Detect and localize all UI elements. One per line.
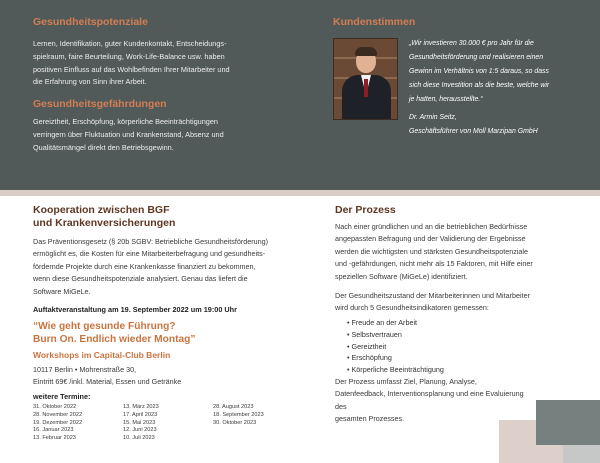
indicator-label: Selbstvertrauen: [351, 329, 402, 339]
text-line: Der Gesundheitszustand der Mitarbeiterinnen und Mitarbeiter: [335, 291, 530, 300]
portrait-hair: [355, 47, 377, 56]
date-item: 28. August 2023: [213, 404, 254, 410]
list-item: • Freude an der Arbeit: [347, 318, 418, 327]
date-item: 28. November 2022: [33, 411, 83, 418]
author-name: Dr. Armin Seitz,: [409, 114, 457, 121]
dates-column-1: [33, 404, 82, 443]
text-line: die Erfahrung von Sinn ihrer Arbeit.: [33, 77, 147, 87]
list-item: • Erschöpfung: [347, 353, 392, 363]
heading-line: Kooperation zwischen BGF: [33, 204, 170, 216]
text-line: Qualitätsmängel direkt den Betriebsgewinn.: [33, 142, 174, 152]
indicator-label: Gereiztheit: [351, 341, 387, 351]
text-line: Datenfeedback, Interventionsplanung und eine Evaluierung des: [335, 389, 524, 411]
text-line: positiven Einfluss auf das Wohlbefinden Ihrer Mitarbeiter und: [33, 64, 230, 74]
kickoff-event: Auftaktveranstaltung am 19. September 2022 um 19:00 Uhr: [33, 305, 237, 314]
portrait-tie: [364, 79, 368, 97]
paragraph-kooperation: [33, 236, 323, 298]
event-title: [33, 320, 195, 346]
dates-heading: weitere Termine:: [33, 392, 91, 401]
event-title-line: “Wie geht gesunde Führung?: [33, 321, 176, 332]
text-line: wenn diese Gesundheitspotenziale analysiert. Genau das liefert die: [33, 274, 248, 284]
event-title-line: Burn On. Endlich wieder Montag”: [33, 334, 196, 345]
indicator-label: Körperliche Beeinträchtigung: [351, 365, 444, 375]
text-line: und -gefährdungen, nicht mehr als 15 Faktoren, mit Hilfe einer: [335, 259, 533, 269]
text-line: Software MiGeLe.: [33, 286, 91, 296]
event-subtitle: Workshops im Capital-Club Berlin: [33, 350, 171, 360]
text-line: angepassten Befragung und der Validierung der Ergebnisse: [335, 234, 526, 244]
dates-column-2: [123, 404, 159, 443]
paragraph-prozess-3: [335, 376, 535, 426]
text-line: verringern über Fluktuation und Krankenstand, Absenz und: [33, 129, 224, 139]
list-item: • Körperliche Beeinträchtigung: [347, 365, 444, 375]
testimonial-quote: [409, 37, 594, 107]
paragraph-gefaehrdungen: [33, 116, 323, 154]
text-line: Gereiztheit, Erschöpfung, körperliche Beeinträchtigungen: [33, 117, 218, 126]
date-item: 15. Mai 2023: [123, 419, 156, 426]
heading-kooperation: [33, 204, 175, 230]
indicator-label: Erschöpfung: [351, 353, 392, 363]
date-item: 18. September 2023: [213, 411, 264, 418]
text-line: Das Präventionsgesetz (§ 20b SGBV: Betriebliche Gesundheitsförderung): [33, 237, 269, 246]
text-line: werden die wichtigsten und stärksten Gesundheitspotenziale: [335, 246, 528, 256]
date-item: 17. April 2023: [123, 411, 158, 418]
author-role: Geschäftsführer von Moll Marzipan GmbH: [409, 128, 538, 135]
text-line: ermöglicht es, die Kosten für eine Mitarbeiterbefragung und gesundheits-: [33, 249, 266, 259]
heading-gefaehrdungen: Gesundheitsgefährdungen: [33, 98, 167, 110]
text-line: gesamten Prozesses.: [335, 414, 405, 424]
date-item: 12. Juni 2023: [123, 427, 157, 434]
text-line: spielraum, faire Beurteilung, Work-Life-Balance usw. haben: [33, 51, 225, 61]
text-line: Lernen, Identifikation, guter Kundenkontakt, Entscheidungs-: [33, 39, 227, 48]
testimonial-author: [409, 111, 594, 139]
event-address: 10117 Berlin • Mohrenstraße 30,: [33, 365, 137, 374]
heading-gesundheitspotenziale: Gesundheitspotenziale: [33, 16, 148, 28]
decor-square-gray: [536, 400, 600, 445]
portrait-photo: [333, 38, 398, 120]
date-item: 16. Januar 2023: [33, 427, 74, 434]
quote-line: Gesundheitsförderung und realisieren einen: [409, 54, 544, 61]
date-item: 13. März 2023: [123, 404, 159, 410]
heading-kundenstimmen: Kundenstimmen: [333, 16, 416, 28]
divider-band: [0, 190, 600, 196]
quote-line: sich diese Investition als die beste, welche wir: [409, 82, 550, 89]
date-item: 31. Oktober 2022: [33, 404, 77, 410]
paragraph-prozess-1: [335, 221, 597, 283]
date-item: 30. Oktober 2023: [213, 419, 257, 426]
event-fee: Eintritt 69€ /inkl. Material, Essen und Getränke: [33, 377, 182, 386]
heading-line: und Krankenversicherungen: [33, 217, 176, 229]
text-line: Der Prozess umfasst Ziel, Planung, Analyse,: [335, 377, 477, 386]
text-line: wird durch 5 Gesundheitsindikatoren gemessen:: [335, 303, 489, 313]
date-item: 19. Dezember 2022: [33, 419, 83, 426]
paragraph-potenziale: [33, 38, 323, 89]
paragraph-prozess-2: [335, 290, 597, 315]
quote-line: Gewinn im Verhältnis von 1:5 daraus, so dass: [409, 68, 549, 75]
decor-square-light: [563, 445, 600, 463]
indicator-label: Freude an der Arbeit: [351, 318, 418, 327]
list-item: • Gereiztheit: [347, 341, 387, 351]
list-item: • Selbstvertrauen: [347, 329, 402, 339]
date-item: 10. Juli 2023: [123, 435, 155, 442]
dates-column-3: [213, 404, 264, 427]
quote-line: „Wir investieren 30.000 € pro Jahr für die: [409, 40, 534, 47]
heading-prozess: Der Prozess: [335, 204, 396, 216]
text-line: speziellen Software (MiGeLe) identifiziert.: [335, 271, 468, 281]
date-item: 13. Februar 2023: [33, 435, 76, 442]
quote-line: je hatten, herausstellte.“: [409, 96, 483, 103]
text-line: fördernde Projekte durch eine Krankenkasse finanziert zu bekommen,: [33, 261, 256, 271]
indicator-list: [347, 317, 444, 376]
text-line: Nach einer gründlichen und an die betrieblichen Bedürfnisse: [335, 222, 528, 231]
